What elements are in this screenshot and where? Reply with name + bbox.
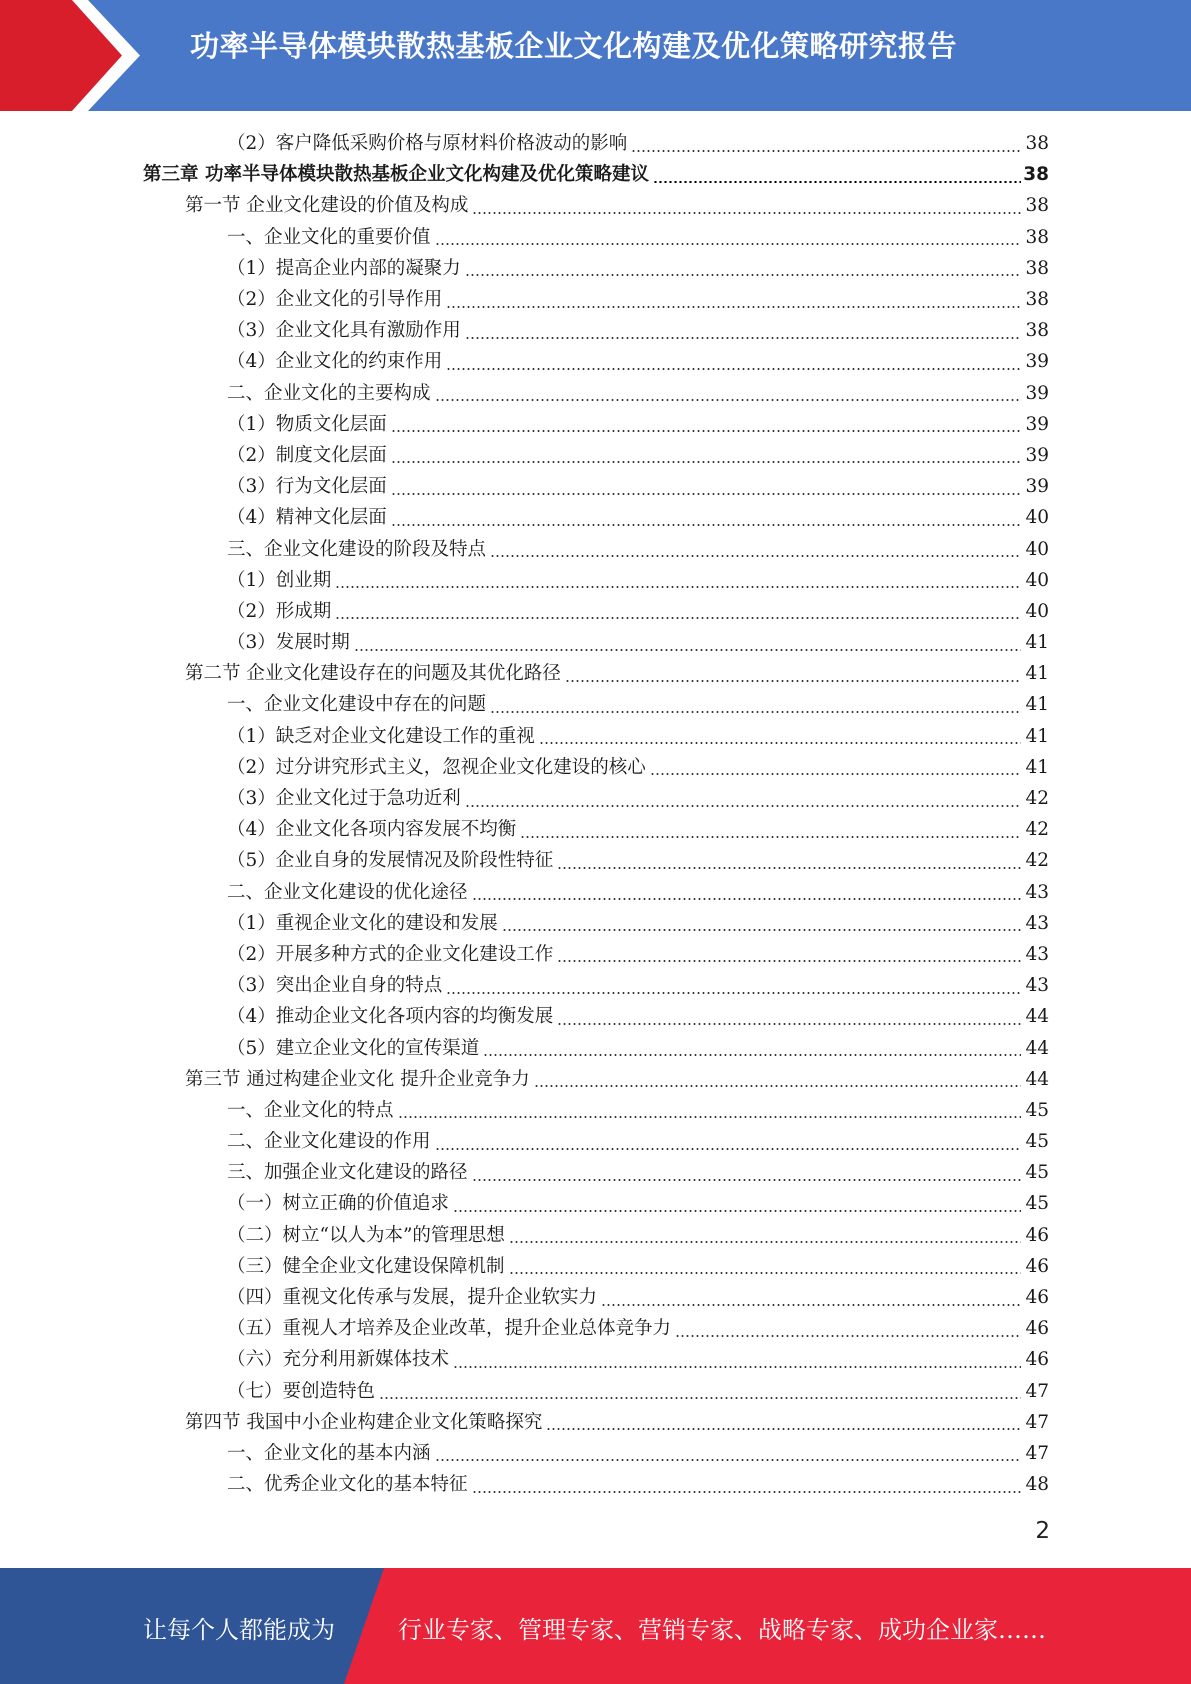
toc-entry[interactable]: [227, 253, 1049, 284]
toc-entry[interactable]: [227, 1001, 1049, 1032]
toc-entry-title: （三）健全企业文化建设保障机制: [227, 1255, 505, 1277]
toc-entry[interactable]: [227, 1188, 1049, 1219]
toc-dot-leader: [509, 1272, 1021, 1274]
toc-entry[interactable]: [227, 346, 1049, 377]
toc-dot-leader: [565, 680, 1021, 682]
toc-entry-title: （5）建立企业文化的宣传渠道: [227, 1037, 480, 1059]
toc-page-number: 41: [1025, 756, 1049, 778]
toc-page-number: 38: [1025, 289, 1049, 311]
toc-section-entry[interactable]: [185, 1064, 1049, 1095]
toc-entry-title: 二、企业文化建设的作用: [227, 1131, 431, 1153]
toc-entry-title: 三、加强企业文化建设的路径: [227, 1162, 468, 1184]
toc-entry[interactable]: [227, 315, 1049, 346]
toc-dot-leader: [472, 1179, 1021, 1181]
toc-entry[interactable]: [227, 409, 1049, 440]
toc-page-number: 39: [1025, 382, 1049, 404]
toc-entry[interactable]: [227, 440, 1049, 471]
toc-page-number: 43: [1025, 912, 1049, 934]
toc-entry-title: （5）企业自身的发展情况及阶段性特征: [227, 850, 554, 872]
toc-page-number: 42: [1025, 850, 1049, 872]
toc-page-number: 45: [1025, 1099, 1049, 1121]
toc-dot-leader: [453, 1210, 1021, 1212]
toc-dot-leader: [398, 1116, 1021, 1118]
toc-entry-title: （4）推动企业文化各项内容的均衡发展: [227, 1006, 554, 1028]
toc-entry-title: （3）行为文化层面: [227, 476, 387, 498]
toc-page-number: 46: [1025, 1224, 1049, 1246]
toc-page-number: 39: [1025, 476, 1049, 498]
toc-dot-leader: [472, 898, 1021, 900]
toc-entry[interactable]: [227, 939, 1049, 970]
toc-dot-leader: [539, 742, 1021, 744]
toc-dot-leader: [557, 867, 1021, 869]
toc-entry[interactable]: [227, 908, 1049, 939]
toc-entry-title: （4）企业文化各项内容发展不均衡: [227, 819, 517, 841]
toc-dot-leader: [435, 399, 1021, 401]
toc-section-entry[interactable]: [185, 658, 1049, 689]
toc-page-number: 39: [1025, 444, 1049, 466]
toc-entry[interactable]: [227, 502, 1049, 533]
toc-dot-leader: [379, 1397, 1021, 1399]
toc-entry[interactable]: [227, 689, 1049, 720]
toc-entry[interactable]: [227, 1126, 1049, 1157]
toc-page-number: 46: [1025, 1255, 1049, 1277]
toc-dot-leader: [335, 586, 1021, 588]
toc-dot-leader: [546, 1428, 1021, 1430]
toc-entry[interactable]: [227, 128, 1049, 159]
toc-dot-leader: [446, 368, 1021, 370]
toc-page-number: 40: [1025, 507, 1049, 529]
toc-page-number: 39: [1025, 413, 1049, 435]
header-banner: [0, 0, 1191, 111]
toc-page-number: 41: [1025, 663, 1049, 685]
toc-page-number: 38: [1025, 320, 1049, 342]
toc-entry-title: （四）重视文化传承与发展，提升企业软实力: [227, 1287, 598, 1309]
toc-dot-leader: [557, 960, 1021, 962]
footer-banner: [0, 1568, 1191, 1684]
toc-entry[interactable]: [227, 1157, 1049, 1188]
toc-dot-leader: [557, 1023, 1021, 1025]
toc-entry-title: （2）制度文化层面: [227, 444, 387, 466]
toc-entry[interactable]: [227, 1344, 1049, 1375]
toc-entry-title: 一、企业文化的基本内涵: [227, 1442, 431, 1464]
toc-page-number: 40: [1025, 538, 1049, 560]
toc-page-number: 46: [1025, 1318, 1049, 1340]
toc-page-number: 47: [1025, 1380, 1049, 1402]
table-of-contents: [0, 128, 1191, 1500]
toc-entry-title: （六）充分利用新媒体技术: [227, 1349, 450, 1371]
toc-dot-leader: [650, 773, 1021, 775]
toc-entry[interactable]: [227, 1095, 1049, 1126]
toc-entry-title: （2）企业文化的引导作用: [227, 289, 443, 311]
toc-dot-leader: [354, 649, 1021, 651]
toc-entry[interactable]: [227, 1438, 1049, 1469]
toc-dot-leader: [520, 836, 1021, 838]
toc-page-number: 44: [1025, 1037, 1049, 1059]
toc-entry[interactable]: [227, 877, 1049, 908]
toc-entry-title: （1）创业期: [227, 569, 332, 591]
header-chevron-decoration: [0, 0, 170, 111]
toc-page-number: 43: [1025, 943, 1049, 965]
toc-entry[interactable]: [227, 1220, 1049, 1251]
toc-section-entry[interactable]: [185, 190, 1049, 221]
toc-dot-leader: [472, 212, 1021, 214]
toc-page-number: 43: [1025, 975, 1049, 997]
footer-slogan-left: 让每个人都能成为: [143, 1616, 335, 1644]
toc-dot-leader: [509, 1241, 1021, 1243]
toc-entry[interactable]: [227, 1282, 1049, 1313]
toc-page-number: 40: [1025, 569, 1049, 591]
toc-page-number: 41: [1025, 632, 1049, 654]
toc-entry-title: （3）发展时期: [227, 632, 350, 654]
toc-entry-title: （2）过分讲究形式主义，忽视企业文化建设的核心: [227, 756, 646, 778]
toc-entry-title: （3）企业文化过于急功近利: [227, 788, 461, 810]
toc-dot-leader: [465, 805, 1021, 807]
toc-page-number: 45: [1025, 1193, 1049, 1215]
toc-entry[interactable]: [227, 970, 1049, 1001]
toc-entry-title: （3）企业文化具有激励作用: [227, 320, 461, 342]
toc-entry[interactable]: [227, 1251, 1049, 1282]
toc-dot-leader: [391, 524, 1021, 526]
toc-page-number: 38: [1025, 257, 1049, 279]
toc-dot-leader: [483, 1054, 1021, 1056]
toc-entry[interactable]: [227, 284, 1049, 315]
toc-entry-title: （3）突出企业自身的特点: [227, 975, 443, 997]
toc-page-number: 38: [1025, 226, 1049, 248]
toc-dot-leader: [391, 461, 1021, 463]
toc-entry-title: 一、企业文化的重要价值: [227, 226, 431, 248]
toc-dot-leader: [534, 1085, 1021, 1087]
toc-entry[interactable]: [227, 845, 1049, 876]
toc-entry[interactable]: [227, 1032, 1049, 1063]
toc-entry-title: （二）树立“以人为本”的管理思想: [227, 1224, 505, 1246]
toc-page-number: 47: [1025, 1442, 1049, 1464]
toc-entry[interactable]: [227, 222, 1049, 253]
toc-entry[interactable]: [227, 565, 1049, 596]
toc-entry-title: 一、企业文化建设中存在的问题: [227, 694, 487, 716]
toc-entry[interactable]: [227, 533, 1049, 564]
toc-entry-title: （一）树立正确的价值追求: [227, 1193, 450, 1215]
toc-entry-title: 第三章 功率半导体模块散热基板企业文化构建及优化策略建议: [143, 164, 649, 186]
toc-entry-title: 第二节 企业文化建设存在的问题及其优化路径: [185, 663, 561, 685]
toc-entry[interactable]: [227, 1313, 1049, 1344]
toc-entry-title: 一、企业文化的特点: [227, 1099, 394, 1121]
toc-entry-title: 第四节 我国中小企业构建企业文化策略探究: [185, 1411, 543, 1433]
toc-entry[interactable]: [227, 627, 1049, 658]
toc-entry-title: （1）提高企业内部的凝聚力: [227, 257, 461, 279]
toc-dot-leader: [391, 493, 1021, 495]
toc-dot-leader: [435, 243, 1021, 245]
toc-dot-leader: [453, 1366, 1021, 1368]
toc-page-number: 46: [1025, 1287, 1049, 1309]
toc-entry[interactable]: [227, 471, 1049, 502]
document-title: 功率半导体模块散热基板企业文化构建及优化策略研究报告: [190, 29, 958, 63]
toc-entry-title: （2）客户降低采购价格与原材料价格波动的影响: [227, 133, 628, 155]
toc-entry[interactable]: [227, 596, 1049, 627]
toc-page-number: 48: [1025, 1474, 1049, 1496]
toc-entry[interactable]: [227, 783, 1049, 814]
toc-page-number: 42: [1025, 819, 1049, 841]
toc-page-number: 43: [1025, 881, 1049, 903]
toc-page-number: 45: [1025, 1162, 1049, 1184]
toc-dot-leader: [391, 430, 1021, 432]
toc-chapter-entry[interactable]: [143, 159, 1049, 190]
toc-dot-leader: [435, 1459, 1021, 1461]
toc-entry-title: （1）重视企业文化的建设和发展: [227, 912, 498, 934]
toc-dot-leader: [446, 992, 1021, 994]
toc-page-number: 45: [1025, 1131, 1049, 1153]
footer-slogan-right: 行业专家、管理专家、营销专家、战略专家、成功企业家……: [398, 1616, 1046, 1644]
toc-dot-leader: [502, 929, 1021, 931]
toc-entry[interactable]: [227, 814, 1049, 845]
toc-dot-leader: [675, 1335, 1021, 1337]
toc-entry-title: （1）缺乏对企业文化建设工作的重视: [227, 725, 535, 747]
toc-page-number: 44: [1025, 1006, 1049, 1028]
toc-page-number: 41: [1025, 694, 1049, 716]
toc-entry-title: （2）开展多种方式的企业文化建设工作: [227, 943, 554, 965]
toc-page-number: 42: [1025, 788, 1049, 810]
toc-dot-leader: [335, 617, 1021, 619]
toc-page-number: 38: [1023, 164, 1049, 186]
toc-entry[interactable]: [227, 721, 1049, 752]
toc-page-number: 38: [1025, 133, 1049, 155]
toc-entry-title: 二、企业文化的主要构成: [227, 382, 431, 404]
toc-entry-title: 二、优秀企业文化的基本特征: [227, 1474, 468, 1496]
toc-entry-title: 第三节 通过构建企业文化 提升企业竞争力: [185, 1068, 530, 1090]
page-number: 2: [1035, 1518, 1050, 1544]
toc-entry-title: （4）企业文化的约束作用: [227, 351, 443, 373]
toc-page-number: 44: [1025, 1068, 1049, 1090]
toc-entry[interactable]: [227, 1376, 1049, 1407]
toc-entry-title: 第一节 企业文化建设的价值及构成: [185, 195, 469, 217]
toc-entry-title: （4）精神文化层面: [227, 507, 387, 529]
toc-page-number: 38: [1025, 195, 1049, 217]
toc-entry[interactable]: [227, 378, 1049, 409]
toc-entry[interactable]: [227, 1469, 1049, 1500]
toc-dot-leader: [472, 1491, 1021, 1493]
toc-dot-leader: [601, 1304, 1021, 1306]
toc-section-entry[interactable]: [185, 1407, 1049, 1438]
toc-entry-title: （1）物质文化层面: [227, 413, 387, 435]
toc-dot-leader: [446, 306, 1021, 308]
toc-dot-leader: [435, 1148, 1021, 1150]
toc-entry[interactable]: [227, 752, 1049, 783]
toc-dot-leader: [631, 150, 1021, 152]
toc-entry-title: （五）重视人才培养及企业改革，提升企业总体竞争力: [227, 1318, 672, 1340]
toc-page-number: 41: [1025, 725, 1049, 747]
toc-dot-leader: [490, 555, 1021, 557]
toc-dot-leader: [653, 181, 1021, 183]
toc-page-number: 40: [1025, 600, 1049, 622]
toc-page-number: 47: [1025, 1411, 1049, 1433]
toc-entry-title: （七）要创造特色: [227, 1380, 376, 1402]
toc-entry-title: 二、企业文化建设的优化途径: [227, 881, 468, 903]
toc-dot-leader: [465, 337, 1021, 339]
toc-page-number: 46: [1025, 1349, 1049, 1371]
toc-entry-title: （2）形成期: [227, 600, 332, 622]
toc-dot-leader: [465, 274, 1021, 276]
toc-page-number: 39: [1025, 351, 1049, 373]
toc-entry-title: 三、企业文化建设的阶段及特点: [227, 538, 487, 560]
toc-dot-leader: [490, 711, 1021, 713]
